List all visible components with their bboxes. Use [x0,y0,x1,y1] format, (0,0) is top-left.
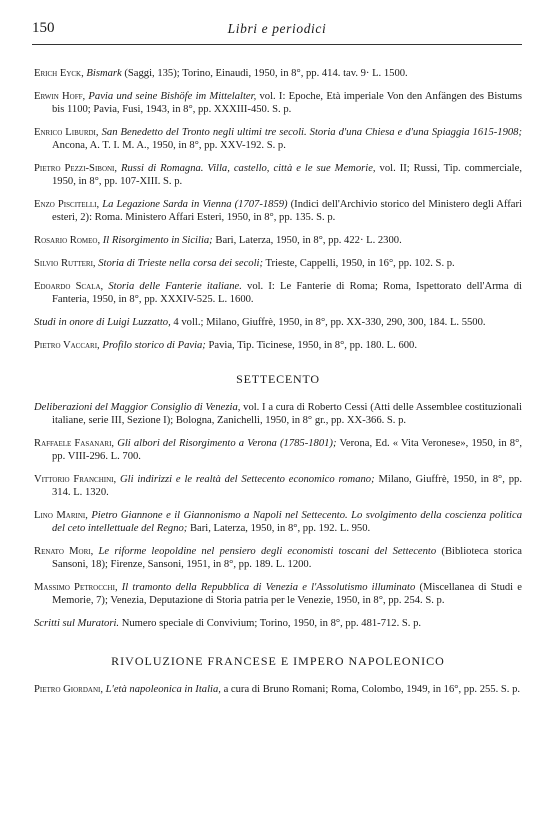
entry-author: Pietro Vaccari, [34,340,100,351]
entry-details: vol. I: Le Fanterie di Roma; Roma, Ispettorato dell'Arma di Fanteria, 1950, in 8°, pp. XXXIV-525. L. 1600. [52,281,522,305]
entry-author: Enrico Liburdi, [34,127,99,138]
entry-details: (Indici dell'Archivio storico del Ministero degli Affari esteri, 2): Roma. Ministero Affari Esteri, 1950, in 8°, pp. 135. S. p. [52,199,522,223]
entry-title: Le riforme leopoldine nel pensiero degli economisti toscani del Settecento [98,546,437,557]
entry-author: Lino Marini, [34,510,88,521]
entry-details: 4 voll.; Milano, Giuffrè, 1950, in 8°, pp. XX-330, 290, 300, 184. L. 5500. [173,317,486,328]
bibliography-entry [34,509,522,535]
entry-details: vol. I: Epoche, Età imperiale Von den Anfängen des Bistums bis 1100; Pavia, Fusi, 1943, in 8°, pp. XXXIII-450. S. p. [52,91,522,115]
page-number: 150 [32,20,55,36]
bibliography-entry [34,316,522,329]
entry-details: Ancona, A. T. I. M. A., 1950, in 8°, pp. XXV-192. S. p. [52,140,286,151]
bibliography-entry [34,198,522,224]
entry-list-1 [34,67,522,352]
entry-details: Trieste, Cappelli, 1950, in 16°, pp. 102. S. p. [265,258,455,269]
entry-details: vol. I a cura di Roberto Cessi (Atti delle Assemblee costituzionali italiane, serie III, Sezione I); Bologna, Zanichelli, 1950, in 8° gr., pp. XX-366. S. p. [52,402,522,426]
entry-title: Bismark [86,68,122,79]
entry-title: L'età napoleonica in Italia, [105,684,221,695]
entry-details: Bari, Laterza, 1950, in 8°, pp. 422· L. 2300. [215,235,402,246]
entry-title: Storia di Trieste nella corsa dei secoli; [98,258,263,269]
bibliography-entry [34,683,522,696]
bibliography-entry [34,581,522,607]
bibliography-entry [34,234,522,247]
entry-details: Pavia, Tip. Ticinese, 1950, in 8°, pp. 180. L. 600. [208,340,417,351]
entry-title: Scritti sul Muratori. [34,618,120,629]
entry-author: Raffaele Fasanari, [34,438,115,449]
entry-author: Erwin Hoff, [34,91,86,102]
entry-details: (Saggi, 135); Torino, Einaudi, 1950, in 8°, pp. 414. tav. 9· L. 1500. [124,68,408,79]
bibliography-entry [34,126,522,152]
entry-author: Pietro Giordani, [34,684,103,695]
entry-author: Pietro Pezzi-Siboni, [34,163,118,174]
entry-list-3 [34,683,522,696]
entry-author: Renato Mori, [34,546,94,557]
entry-details: (Biblioteca storica Sansoni, 18); Firenze, Sansoni, 1951, in 8°, pp. 189. L. 1200. [52,546,522,570]
section-heading-settecento: SETTECENTO [236,372,320,386]
entry-title: Deliberazioni del Maggior Consiglio di Venezia, [34,402,241,413]
entry-author: Rosario Romeo, [34,235,101,246]
page-header [32,20,522,45]
entry-details: Numero speciale di Convivium; Torino, 1950, in 8°, pp. 481-712. S. p. [121,618,422,629]
entry-author: Vittorio Franchini, [34,474,117,485]
entry-details: Verona, Ed. « Vita Veronese», 1950, in 8°, pp. VIII-296. L. 700. [52,438,522,462]
running-title: Libri e periodici [227,21,327,36]
entry-title: Profilo storico di Pavia; [102,340,206,351]
section-heading-rivoluzione: RIVOLUZIONE FRANCESE E IMPERO NAPOLEONICO [111,654,445,668]
entry-title: Gli indirizzi e le realtà del Settecento economico romano; [119,474,375,485]
bibliography-entry [34,545,522,571]
bibliography-entry [34,90,522,116]
entry-author: Erich Eyck, [34,68,84,79]
entry-details: Milano, Giuffrè, 1950, in 8°, pp. 314. L. 1320. [52,474,522,498]
bibliography-entry [34,401,522,427]
bibliography-entry [34,473,522,499]
entry-author: Massimo Petrocchi, [34,582,118,593]
bibliography-body [34,67,522,706]
bibliography-entry [34,280,522,306]
entry-details: a cura di Bruno Romani; Roma, Colombo, 1949, in 16°, pp. 255. S. p. [223,684,521,695]
entry-author: Silvio Rutteri, [34,258,96,269]
bibliography-entry [34,257,522,270]
entry-details: (Miscellanea di Studi e Memorie, 7); Venezia, Deputazione di Storia patria per le Venezie, 1950, in 8°, pp. 254. S. p. [52,582,522,606]
entry-author: Edoardo Scala, [34,281,104,292]
entry-list-2 [34,401,522,630]
entry-title: Pavia und seine Bishöfe im Mittelalter, [88,91,257,102]
entry-title: Il tramonto della Repubblica di Venezia e l'Assolutismo illuminato [121,582,416,593]
entry-title: La Legazione Sarda in Vienna (1707-1859) [102,199,288,210]
entry-title: Russi di Romagna. Villa, castello, città e le sue Memorie, [121,163,376,174]
entry-title: Storia delle Fanterie italiane. [108,281,242,292]
bibliography-entry [34,339,522,352]
entry-author: Enzo Piscitelli, [34,199,100,210]
entry-title: Pietro Giannone e il Giannonismo a Napoli nel Settecento. Lo svolgimento della coscienza politica del ceto intellettuale del Regno; [52,510,522,534]
entry-title: Il Risorgimento in Sicilia; [102,235,213,246]
entry-details: Bari, Laterza, 1950, in 8°, pp. 192. L. 950. [189,523,371,534]
bibliography-entry [34,67,522,80]
entry-title: San Benedetto del Tronto negli ultimi tre secoli. Storia d'una Chiesa e d'una Spiaggia 1615-1908; [101,127,522,138]
entry-details: vol. II; Russi, Tip. commerciale, 1950, in 8°, pp. 107-XIII. S. p. [52,163,522,187]
entry-title: Gli albori del Risorgimento a Verona (1785-1801); [117,438,337,449]
bibliography-entry [34,162,522,188]
bibliography-entry [34,617,522,630]
bibliography-entry [34,437,522,463]
entry-title: Studi in onore di Luigi Luzzatto, [34,317,171,328]
